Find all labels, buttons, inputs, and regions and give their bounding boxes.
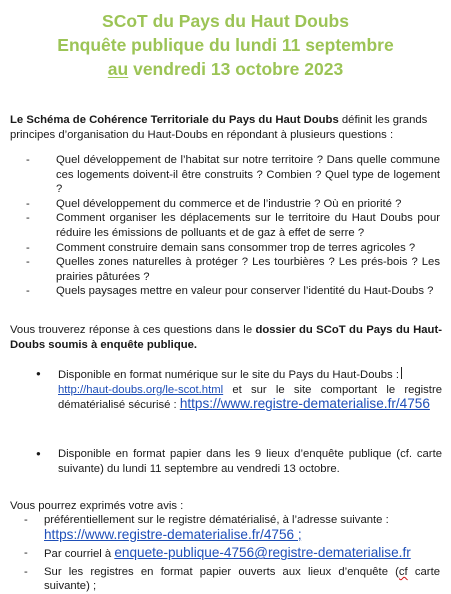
intro-rest: définit les grands principes d’organisation du Haut-Doubs en répondant à plusieurs questions : — [10, 114, 428, 141]
title-line-3 — [0, 58, 451, 81]
answer-paragraph — [10, 323, 442, 352]
question-item: - Quel développement du commerce et de l’industrie ? Où en priorité ? — [14, 197, 440, 212]
opinion-option-2-text: Par courriel à — [44, 548, 115, 561]
opinion-option-registre — [14, 513, 440, 543]
opinion-option-email — [14, 546, 440, 562]
opinion-option-3-text-a: Sur les registres en format papier ouverts aux lieux d’enquête ( — [44, 565, 399, 578]
intro-bold: Le Schéma de Cohérence Territoriale du Pays du Haut Doubs — [10, 114, 339, 126]
questions-list — [14, 153, 440, 299]
question-item: - Comment organiser les déplacements sur le territoire du Haut Doubs pour réduire les émissions de polluants et de gaz à effet de serre ? — [14, 211, 440, 240]
intro-paragraph — [10, 113, 442, 142]
question-item: - Quels paysages mettre en valeur pour conserver l’identité du Haut-Doubs ? — [14, 284, 440, 299]
answer-bold: dossier du SCoT du Pays du Haut-Doubs soumis à enquête publique. — [10, 324, 442, 351]
haut-doubs-link[interactable]: http://haut-doubs.org/le-scot.html — [58, 383, 224, 396]
question-item: - Comment construire demain sans consommer trop de terres agricoles ? — [14, 241, 440, 256]
dossier-item-digital — [36, 367, 442, 413]
opinion-intro: Vous pourrez exprimés votre avis : — [10, 500, 184, 512]
registre-link[interactable]: https://www.registre-dematerialise.fr/4756 — [179, 396, 430, 412]
text-cursor — [401, 367, 402, 379]
dossier-list-digital — [36, 367, 442, 413]
question-item: - Quelles zones naturelles à protéger ? Les tourbières ? Les prés-bois ? Les prairies pâturées ? — [14, 255, 440, 284]
dossier-list-paper — [36, 447, 442, 476]
opinion-option-1-text: préférentiellement sur le registre dématérialisé, à l’adresse suivante : — [44, 514, 389, 526]
title-line-3-rest: vendredi 13 octobre 2023 — [128, 59, 344, 79]
opinion-list — [14, 513, 440, 594]
title-line-1: SCoT du Pays du Haut Doubs — [102, 11, 349, 31]
registre-opinion-link[interactable]: https://www.registre-dematerialise.fr/4756 ; — [44, 526, 302, 542]
opinion-option-paper — [14, 565, 440, 594]
digital-text-2: et sur le site comportant le registre dématérialisé sécurisé : — [58, 383, 442, 412]
answer-prefix: Vous trouverez réponse à ces questions dans le — [10, 324, 256, 336]
dossier-item-paper: ● Disponible en format papier dans les 9 lieux d’enquête publique (cf. carte suivante) du lundi 11 septembre au vendredi 13 octobre. — [36, 447, 442, 476]
opinion-option-3-text-b: carte suivante) ; — [44, 565, 440, 593]
email-link[interactable]: enquete-publique-4756@registre-dematerialise.fr — [114, 545, 411, 561]
title-line-2: Enquête publique du lundi 11 septembre — [57, 35, 394, 55]
title-underlined-word: au — [107, 59, 129, 79]
digital-text-1: Disponible en format numérique sur le site du Pays du Haut-Doubs : — [58, 369, 399, 381]
spellcheck-word: cf — [398, 565, 408, 578]
question-item: - Quel développement de l’habitat sur notre territoire ? Dans quelle commune ces logements doivent-il être construits ? Combien ? Quel type de logement ? — [14, 153, 440, 197]
